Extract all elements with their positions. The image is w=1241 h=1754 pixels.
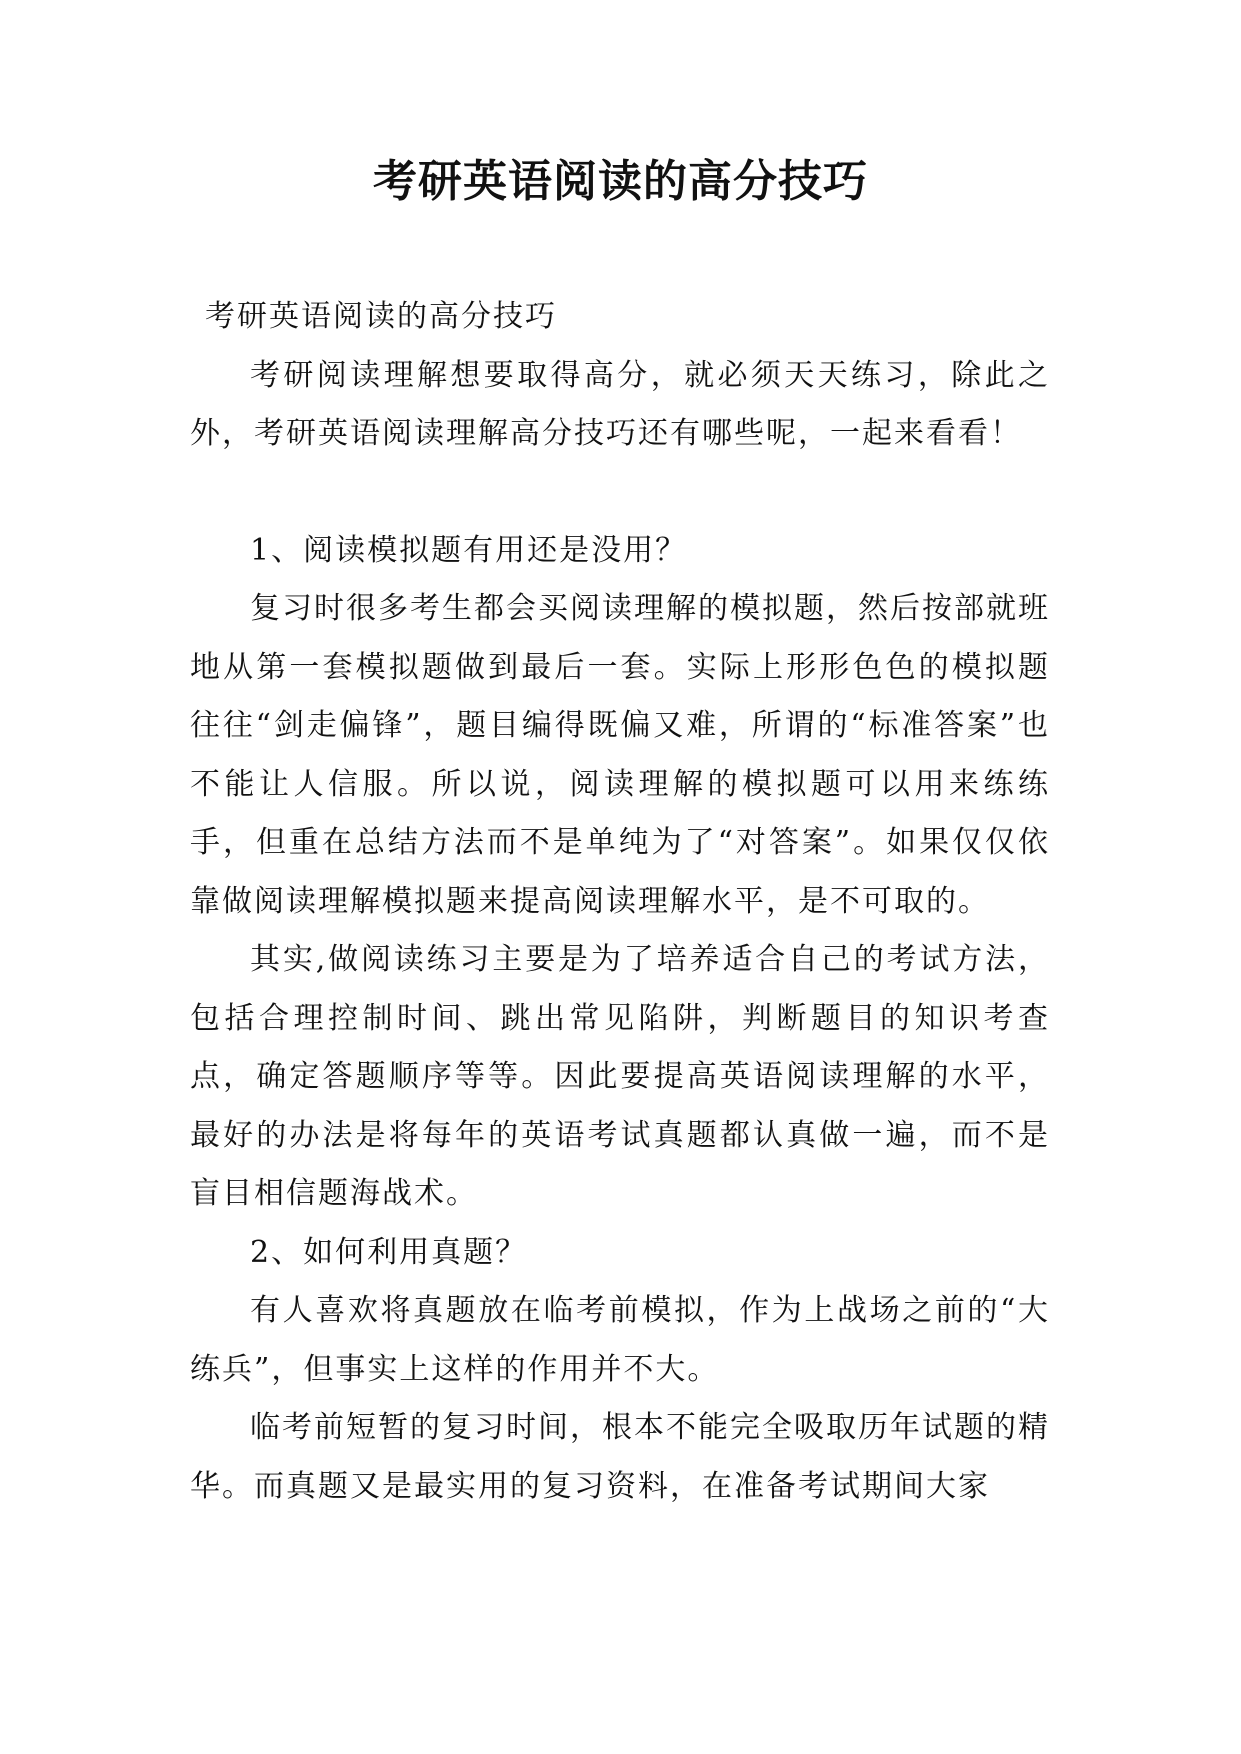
- intro-paragraph: 考研阅读理解想要取得高分，就必须天天练习，除此之外，考研英语阅读理解高分技巧还有哪些呢，一起来看看！: [190, 357, 1050, 451]
- body-paragraph: 有人喜欢将真题放在临考前模拟，作为上战场之前的“大练兵”，但事实上这样的作用并不大。: [190, 1293, 1050, 1387]
- body-paragraph: 复习时很多考生都会买阅读理解的模拟题，然后按部就班地从第一套模拟题做到最后一套。实际上形形色色的模拟题往往“剑走偏锋”，题目编得既偏又难，所谓的“标准答案”也不能让人信服。所以说，阅读理解的模拟题可以用来练练手，但重在总结方法而不是单纯为了“对答案”。如果仅仅依靠做阅读理解模拟题来提高阅读理解水平，是不可取的。: [190, 591, 1050, 919]
- body-paragraph: 其实,做阅读练习主要是为了培养适合自己的考试方法，包括合理控制时间、跳出常见陷阱，判断题目的知识考查点，确定答题顺序等等。因此要提高英语阅读理解的水平，最好的办法是将每年的英语考试真题都认真做一遍，而不是盲目相信题海战术。: [190, 942, 1050, 1211]
- section-heading-2: 2、如何利用真题？: [250, 1234, 528, 1270]
- document-body: [190, 288, 1050, 1516]
- paragraph-gap: [190, 464, 1050, 522]
- body-paragraph: 临考前短暂的复习时间，根本不能完全吸取历年试题的精华。而真题又是最实用的复习资料，在准备考试期间大家: [190, 1410, 1050, 1504]
- section-heading-1: 1、阅读模拟题有用还是没用？: [250, 532, 688, 568]
- document-subtitle: 考研英语阅读的高分技巧: [205, 299, 557, 334]
- document-title: 考研英语阅读的高分技巧: [373, 156, 868, 207]
